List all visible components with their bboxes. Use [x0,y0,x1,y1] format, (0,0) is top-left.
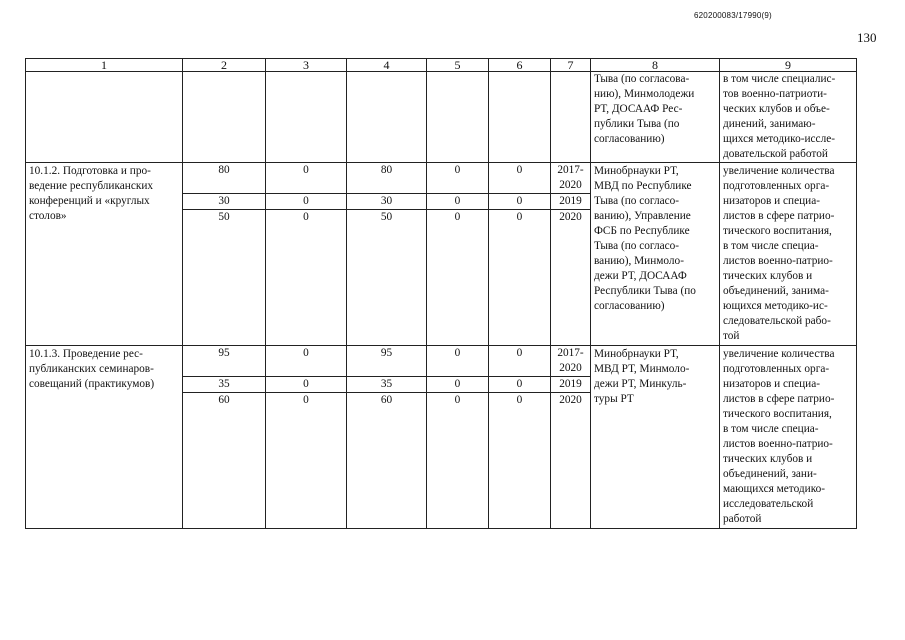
header-cell: 3 [266,59,347,72]
header-cell: 5 [427,59,489,72]
cell-republic: 60 [347,393,427,529]
cell-period: 2020 [551,393,591,529]
continuation-row [26,72,857,163]
program-table [25,58,857,529]
cell-total: 50 [183,210,266,346]
header-cell: 1 [26,59,183,72]
cell-period: 2019 [551,194,591,210]
cell-period: 2017- 2020 [551,163,591,194]
cell-period: 2017- 2020 [551,346,591,377]
cell-republic: 95 [347,346,427,377]
header-cell: 9 [720,59,857,72]
cell-total: 60 [183,393,266,529]
cell-other: 0 [489,194,551,210]
cell-federal: 0 [266,194,347,210]
cell-federal: 0 [266,210,347,346]
cell-local: 0 [427,163,489,194]
cell-republic: 50 [347,210,427,346]
page-number: 130 [857,30,877,45]
result-cell: увеличение количества подготовленных орга- низаторов и специа- листов в сфере патрио- тического воспитания, в том числе специа- листов военно-патрио- тических клубов и объединений, занима- ющихся методико-ис- следовательской рабо- той [720,163,857,346]
cell-local: 0 [427,210,489,346]
cell-other: 0 [489,346,551,377]
cell-federal: 0 [266,163,347,194]
cell-federal: 0 [266,377,347,393]
cell-federal: 0 [266,393,347,529]
continuation-responsible: Тыва (по согласова- нию), Минмолодежи РТ, ДОСААФ Рес- публики Тыва (по согласованию) [591,72,720,163]
cell-local: 0 [427,346,489,377]
cell-other: 0 [489,210,551,346]
cell-local: 0 [427,194,489,210]
table-row [26,346,857,377]
cell-period: 2020 [551,210,591,346]
cell-total: 35 [183,377,266,393]
cell-republic: 80 [347,163,427,194]
header-cell: 2 [183,59,266,72]
cell-total: 95 [183,346,266,377]
cell-other: 0 [489,163,551,194]
header-cell: 7 [551,59,591,72]
header-cell: 8 [591,59,720,72]
measure-name: 10.1.2. Подготовка и про- ведение республиканских конференций и «круглых столов» [26,163,183,346]
cell-local: 0 [427,377,489,393]
responsible-cell: Минобрнауки РТ, МВД РТ, Минмоло- дежи РТ, Минкуль- туры РТ [591,346,720,529]
header-row [26,59,857,72]
cell-federal: 0 [266,346,347,377]
cell-republic: 35 [347,377,427,393]
document-number: 620200083/17990(9) [694,11,772,20]
responsible-cell: Минобрнауки РТ, МВД по Республике Тыва (по согласо- ванию), Управление ФСБ по Республике Тыва (по согласо- ванию), Минмоло- дежи РТ, ДОСААФ Республики Тыва (по согласованию) [591,163,720,346]
header-cell: 6 [489,59,551,72]
result-cell: увеличение количества подготовленных орга- низаторов и специа- листов в сфере патрио- тического воспитания, в том числе специа- листов военно-патрио- тических клубов и объединений, зани- мающихся методико- исследовательской работой [720,346,857,529]
table-row [26,163,857,194]
cell-other: 0 [489,393,551,529]
cell-total: 80 [183,163,266,194]
cell-other: 0 [489,377,551,393]
cell-local: 0 [427,393,489,529]
continuation-result: в том числе специалис- тов военно-патриоти- ческих клубов и объе- динений, занимаю- щихся методико-иссле- довательской работой [720,72,857,163]
cell-total: 30 [183,194,266,210]
cell-period: 2019 [551,377,591,393]
measure-name: 10.1.3. Проведение рес- публиканских семинаров- совещаний (практикумов) [26,346,183,529]
cell-republic: 30 [347,194,427,210]
header-cell: 4 [347,59,427,72]
